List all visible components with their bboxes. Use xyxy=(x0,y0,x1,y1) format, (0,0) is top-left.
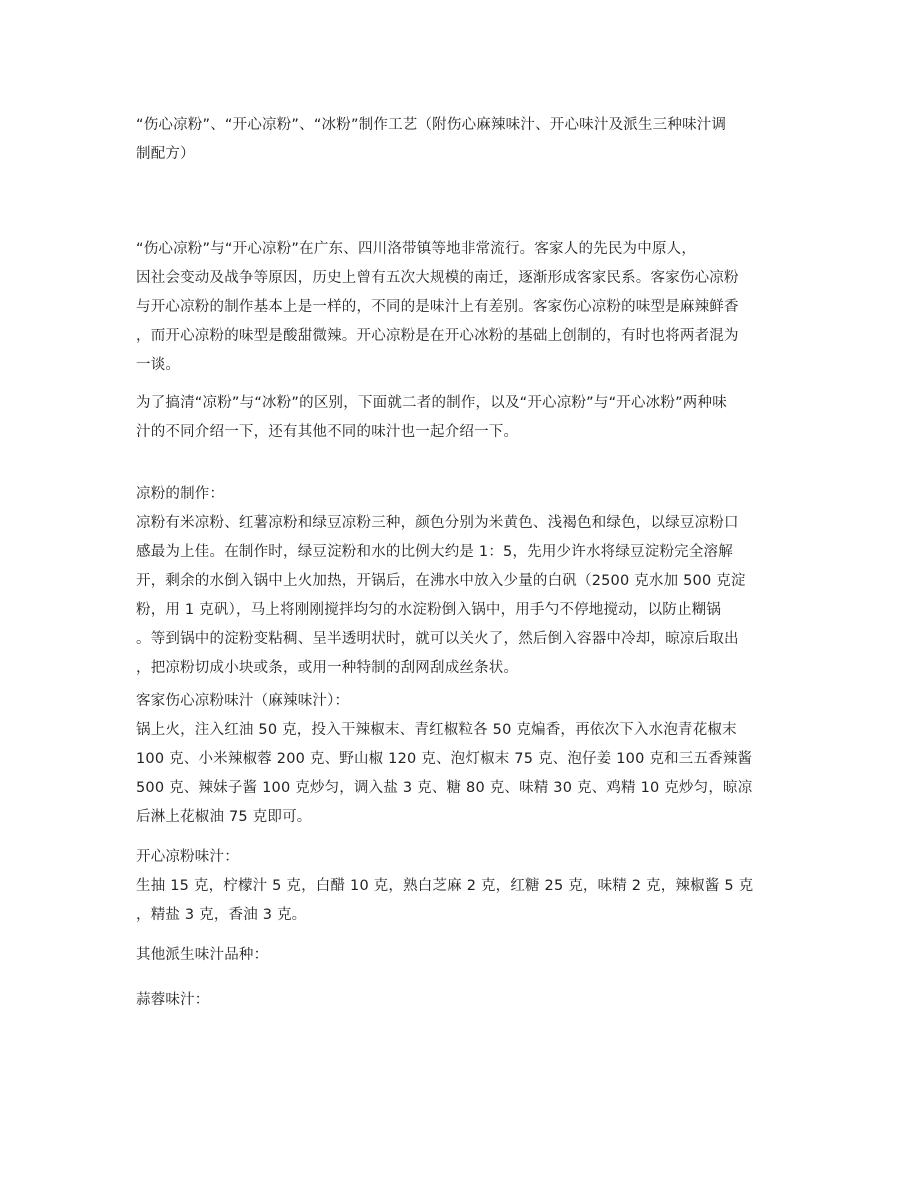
section-heading: 凉粉的制作： xyxy=(136,486,225,502)
paragraph-line: 粉，用 1 克矾），马上将刚刚搅拌均匀的水淀粉倒入锅中，用手勺不停地搅动，以防止糊锅 xyxy=(136,602,722,618)
paragraph-line: ，而开心凉粉的味型是酸甜微辣。开心凉粉是在开心冰粉的基础上创制的，有时也将两者混为 xyxy=(136,328,739,344)
section-heading: 客家伤心凉粉味汁（麻辣味汁）： xyxy=(136,693,350,709)
paragraph-line: 开，剩余的水倒入锅中上火加热，开锅后，在沸水中放入少量的白矾（2500 克水加 500 克淀 xyxy=(136,573,746,589)
title-line: 制配方） xyxy=(136,146,195,162)
paragraph-line: 一谈。 xyxy=(136,357,181,373)
paragraph-line: 与开心凉粉的制作基本上是一样的，不同的是味汁上有差别。客家伤心凉粉的味型是麻辣鲜香 xyxy=(136,299,739,315)
garlic-sauce-heading xyxy=(136,986,784,1015)
paragraph-line: 后淋上花椒油 75 克即可。 xyxy=(136,809,312,825)
intro-paragraph xyxy=(136,235,784,380)
document-title xyxy=(136,111,784,169)
section-heading: 开心凉粉味汁： xyxy=(136,849,239,865)
paragraph-line: 凉粉有米凉粉、红薯凉粉和绿豆凉粉三种，颜色分别为米黄色、浅褐色和绿色，以绿豆凉粉口 xyxy=(136,515,739,531)
other-sauces-heading xyxy=(136,941,784,970)
distinction-paragraph xyxy=(136,389,784,447)
paragraph-line: 因社会变动及战争等原因，历史上曾有五次大规模的南迁，逐渐形成客家民系。客家伤心凉粉 xyxy=(136,270,739,286)
spicy-sauce-section xyxy=(136,687,784,832)
paragraph-line: 感最为上佳。在制作时，绿豆淀粉和水的比例大约是 1：5，先用少许水将绿豆淀粉完全溶解 xyxy=(136,544,733,560)
paragraph-line: 为了搞清“凉粉”与“冰粉”的区别，下面就二者的制作，以及“开心凉粉”与“开心冰粉”两种味 xyxy=(136,395,727,411)
paragraph-line: 生抽 15 克，柠檬汁 5 克，白醋 10 克，熟白芝麻 2 克，红糖 25 克，味精 2 克，辣椒酱 5 克 xyxy=(136,878,754,894)
paragraph-line: ，精盐 3 克，香油 3 克。 xyxy=(136,907,307,923)
section-heading: 蒜蓉味汁： xyxy=(136,992,210,1008)
paragraph-line: 汁的不同介绍一下，还有其他不同的味汁也一起介绍一下。 xyxy=(136,424,519,440)
paragraph-line: 。等到锅中的淀粉变粘稠、呈半透明状时，就可以关火了，然后倒入容器中冷却，晾凉后取出 xyxy=(136,631,739,647)
paragraph-line: 锅上火，注入红油 50 克，投入干辣椒末、青红椒粒各 50 克煸香，再依次下入水泡青花椒末 xyxy=(136,722,737,738)
paragraph-line: 100 克、小米辣椒蓉 200 克、野山椒 120 克、泡灯椒末 75 克、泡仔姜 100 克和三五香辣酱 xyxy=(136,751,753,767)
paragraph-line: 500 克、辣妹子酱 100 克炒匀，调入盐 3 克、糖 80 克、味精 30 克、鸡精 10 克炒匀，晾凉 xyxy=(136,780,753,796)
making-section xyxy=(136,480,784,683)
section-heading: 其他派生味汁品种： xyxy=(136,947,269,963)
paragraph-line: ，把凉粉切成小块或条，或用一种特制的刮网刮成丝条状。 xyxy=(136,660,519,676)
paragraph-line: “伤心凉粉”与“开心凉粉”在广东、四川洛带镇等地非常流行。客家人的先民为中原人， xyxy=(136,241,697,257)
title-line: “伤心凉粉”、“开心凉粉”、“冰粉”制作工艺（附伤心麻辣味汁、开心味汁及派生三种味汁调 xyxy=(136,117,727,133)
happy-sauce-section xyxy=(136,843,784,930)
